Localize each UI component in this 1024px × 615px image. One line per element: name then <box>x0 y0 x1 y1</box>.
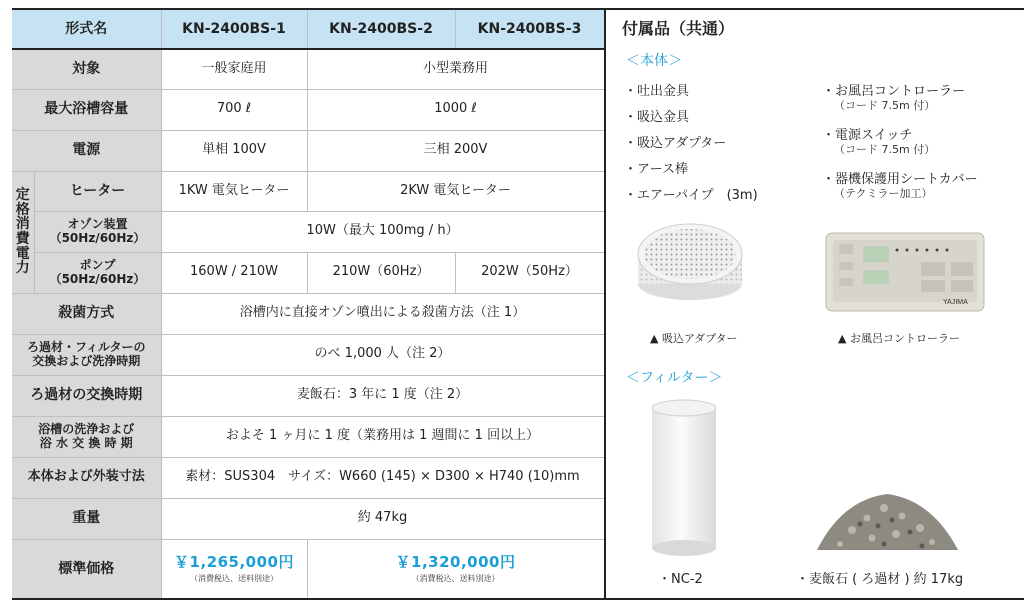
price-note-23: （消費税込、送料別途） <box>411 574 500 584</box>
table-row <box>12 457 604 498</box>
header-model-1: KN-2400BS-1 <box>161 9 307 49</box>
top-rule <box>606 8 1024 10</box>
spec-table <box>12 8 605 600</box>
row-label-heater: ヒーター <box>34 171 161 211</box>
pump-label-line1: ポンプ <box>79 257 116 272</box>
column-divider <box>604 8 606 600</box>
price-note-1: （消費税込、送料別途） <box>190 574 278 584</box>
suction-adapter-image <box>634 212 746 312</box>
dimensions-value: 素材：SUS304 サイズ：W660 (145) × D300 × H740 (10)mm <box>161 457 604 498</box>
controller-brand-text: YAJIMA <box>943 299 968 306</box>
heater-value-23: 2KW 電気ヒーター <box>307 171 604 211</box>
weight-value: 約 47kg <box>161 498 604 539</box>
pump-label-line2: （50Hz/60Hz） <box>49 271 146 286</box>
row-label-target: 対象 <box>12 49 161 89</box>
heater-value-1: 1KW 電気ヒーター <box>161 171 307 211</box>
pump-value-3: 202W（50Hz） <box>455 252 604 293</box>
capacity-value-1: 700 ℓ <box>161 89 307 130</box>
table-header-row <box>12 9 604 49</box>
table-row <box>12 293 604 334</box>
controller-caption: ▲ お風呂コントローラー <box>838 332 960 345</box>
power-value-1: 単相 100V <box>161 130 307 171</box>
bath-controller-image <box>825 232 985 312</box>
rated-power-vertical-text: 定 格 消 費 電 力 <box>15 186 30 277</box>
pump-value-1: 160W / 210W <box>161 252 307 293</box>
table-row <box>12 498 604 539</box>
row-label-capacity: 最大浴槽容量 <box>12 89 161 130</box>
power-value-23: 三相 200V <box>307 130 604 171</box>
list-item-note: （テクミラー加工） <box>834 187 933 200</box>
filter-item-nc2: ・NC-2 <box>658 572 703 587</box>
target-value-23: 小型業務用 <box>307 49 604 89</box>
row-label-dimensions: 本体および外装寸法 <box>12 457 161 498</box>
filter-item-stone: ・麦飯石 ( ろ過材 ) 約 17kg <box>796 572 964 587</box>
table-row <box>12 252 604 293</box>
price-cell-1 <box>161 539 307 599</box>
ozone-value: 10W（最大 100mg / h） <box>161 211 604 252</box>
table-row <box>12 211 604 252</box>
target-value-1: 一般家庭用 <box>161 49 307 89</box>
row-label-sterilization: 殺菌方式 <box>12 293 161 334</box>
filter-clean-value: のべ 1,000 人（注 2） <box>161 334 604 375</box>
table-row <box>12 89 604 130</box>
capacity-value-23: 1000 ℓ <box>307 89 604 130</box>
table-row <box>12 130 604 171</box>
tub-wash-label-line2: 浴 水 交 換 時 期 <box>39 435 133 450</box>
adapter-caption: ▲ 吸込アダプター <box>650 332 738 345</box>
ozone-label-line2: （50Hz/60Hz） <box>49 230 146 245</box>
nc2-filter-image <box>648 398 720 558</box>
table-row <box>12 171 604 211</box>
price-value-1: ￥1,265,000円 <box>174 553 294 572</box>
row-label-power: 電源 <box>12 130 161 171</box>
accessories-title: 付属品（共通） <box>622 19 735 38</box>
header-model-label: 形式名 <box>12 9 161 49</box>
row-label-pump <box>34 252 161 293</box>
tub-wash-label-line1: 浴槽の洗浄および <box>38 421 135 436</box>
row-label-filter-exchange: ろ過材の交換時期 <box>12 375 161 416</box>
list-item: ・電源スイッチ <box>822 128 913 143</box>
row-label-weight: 重量 <box>12 498 161 539</box>
row-label-filter-clean <box>12 334 161 375</box>
list-item: ・吸込金具 <box>624 110 690 125</box>
list-item: ・アース棒 <box>624 162 688 177</box>
table-row <box>12 416 604 457</box>
filter-heading: ＜フィルター＞ <box>626 370 723 386</box>
rated-power-group-label <box>12 171 34 293</box>
ozone-label-line1: オゾン装置 <box>67 216 128 231</box>
list-item-note: （コード 7.5m 付） <box>834 99 936 112</box>
list-item: ・器機保護用シートカバー <box>822 172 978 187</box>
list-item: ・吐出金具 <box>624 84 690 99</box>
filter-clean-label-line2: 交換および洗浄時期 <box>32 353 141 368</box>
body-heading: ＜本体＞ <box>626 53 682 69</box>
price-value-23: ￥1,320,000円 <box>395 553 516 572</box>
filter-clean-label-line1: ろ過材・フィルターの <box>26 339 146 354</box>
table-row <box>12 539 604 599</box>
table-row <box>12 49 604 89</box>
pump-value-2: 210W（60Hz） <box>307 252 455 293</box>
bakuhanseki-stones-image <box>812 486 962 556</box>
row-label-ozone <box>34 211 161 252</box>
sterilization-value: 浴槽内に直接オゾン噴出による殺菌方法（注 1） <box>161 293 604 334</box>
table-row <box>12 375 604 416</box>
tub-wash-value: およそ 1 ヶ月に 1 度（業務用は 1 週間に 1 回以上） <box>161 416 604 457</box>
header-model-3: KN-2400BS-3 <box>455 9 604 49</box>
row-label-price: 標準価格 <box>12 539 161 599</box>
list-item: ・エアーパイプ (3m) <box>624 188 758 203</box>
filter-exchange-value: 麦飯石：3 年に 1 度（注 2） <box>161 375 604 416</box>
bottom-rule <box>606 598 1024 600</box>
price-cell-23 <box>307 539 604 599</box>
row-label-tub-wash <box>12 416 161 457</box>
list-item-note: （コード 7.5m 付） <box>834 143 936 156</box>
list-item: ・吸込アダプター <box>624 136 727 151</box>
table-row <box>12 334 604 375</box>
header-model-2: KN-2400BS-2 <box>307 9 455 49</box>
list-item: ・お風呂コントローラー <box>822 84 966 99</box>
